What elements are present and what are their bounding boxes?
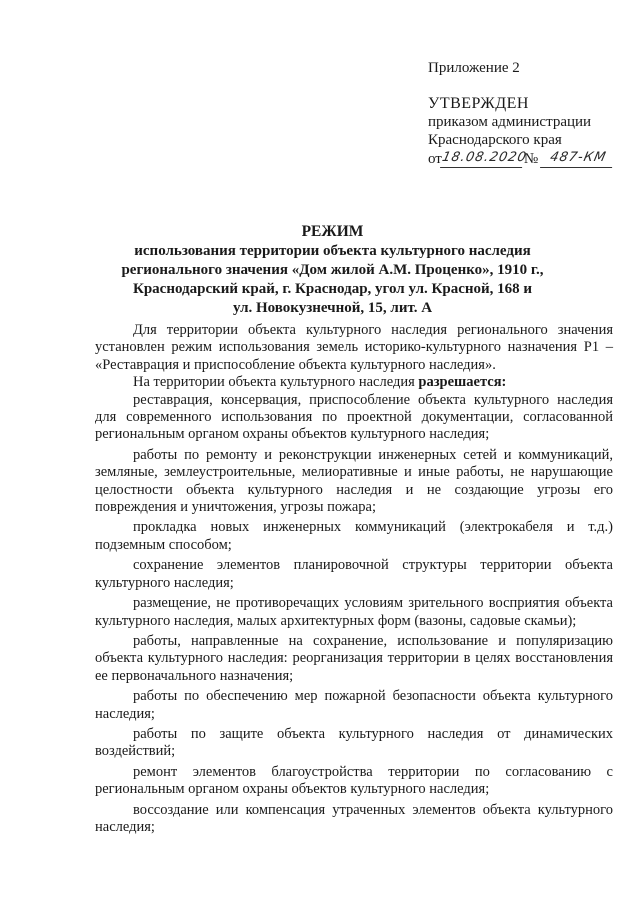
from-prefix: от xyxy=(428,151,442,167)
title-line-4: ул. Новокузнечной, 15, лит. А xyxy=(232,300,433,316)
title-line-2: регионального значения «Дом жилой А.М. Проценко», 1910 г., xyxy=(121,262,544,278)
list-item: реставрация, консервация, приспособление объекта культурного наследия для современного использования по проектной документации, согласованной региональным органом охраны объектов культурного наследия; xyxy=(95,391,613,443)
list-item: работы, направленные на сохранение, использование и популяризацию объекта культурного наследия: реорганизация территории в целях восстановления ее первоначального назначения; xyxy=(95,632,613,684)
allowed-prefix: На территории объекта культурного наследия xyxy=(133,374,419,391)
document-title xyxy=(60,222,605,318)
list-item: прокладка новых инженерных коммуникаций (электрокабеля и т.д.) подземным способом; xyxy=(95,519,613,553)
order-line-2: Краснодарского края xyxy=(428,132,562,148)
list-item: сохранение элементов планировочной структуры территории объекта культурного наследия; xyxy=(95,557,613,591)
title-line-1: использования территории объекта культурного наследия xyxy=(134,243,531,259)
number-sign: № xyxy=(523,151,539,167)
list-item: воссоздание или компенсация утраченных элементов объекта культурного наследия; xyxy=(95,801,613,835)
handwritten-number: 487-КМ xyxy=(540,149,616,168)
body-text xyxy=(95,322,613,836)
list-item: размещение, не противоречащих условиям зрительного восприятия объекта культурного наследия, малых архитектурных форм (вазоны, садовые скамьи); xyxy=(95,595,613,629)
title-main: РЕЖИМ xyxy=(301,223,364,240)
order-line-1: приказом администрации xyxy=(428,114,592,130)
allowed-paragraph xyxy=(95,374,613,391)
approval-block xyxy=(428,95,633,168)
appendix-label: Приложение 2 xyxy=(428,60,520,76)
approved-heading: УТВЕРЖДЕН xyxy=(428,95,529,112)
list-item: работы по обеспечению мер пожарной безопасности объекта культурного наследия; xyxy=(95,688,613,722)
title-line-3: Краснодарский край, г. Краснодар, угол ул. Красной, 168 и xyxy=(132,281,533,297)
date-number-line xyxy=(428,149,633,168)
list-item: работы по ремонту и реконструкции инженерных сетей и коммуникаций, земляные, землеустроительные, мелиоративные и иные работы, не нарушающие целостности объекта культурного наследия и не создающие угрозы его повреждения и уничтожения, угрозы пожара; xyxy=(95,446,613,516)
handwritten-date: 18.08.2020 xyxy=(440,149,526,168)
list-item: ремонт элементов благоустройства территории по согласованию с региональным органом охраны объектов культурного наследия; xyxy=(95,763,613,798)
allowed-keyword: разрешается: xyxy=(418,374,507,391)
intro-paragraph: Для территории объекта культурного наследия регионального значения установлен режим использования земель историко-культурного назначения Р1 – «Реставрация и приспособление объекта культурного наследия». xyxy=(95,322,613,373)
list-item: работы по защите объекта культурного наследия от динамических воздействий; xyxy=(95,725,613,760)
